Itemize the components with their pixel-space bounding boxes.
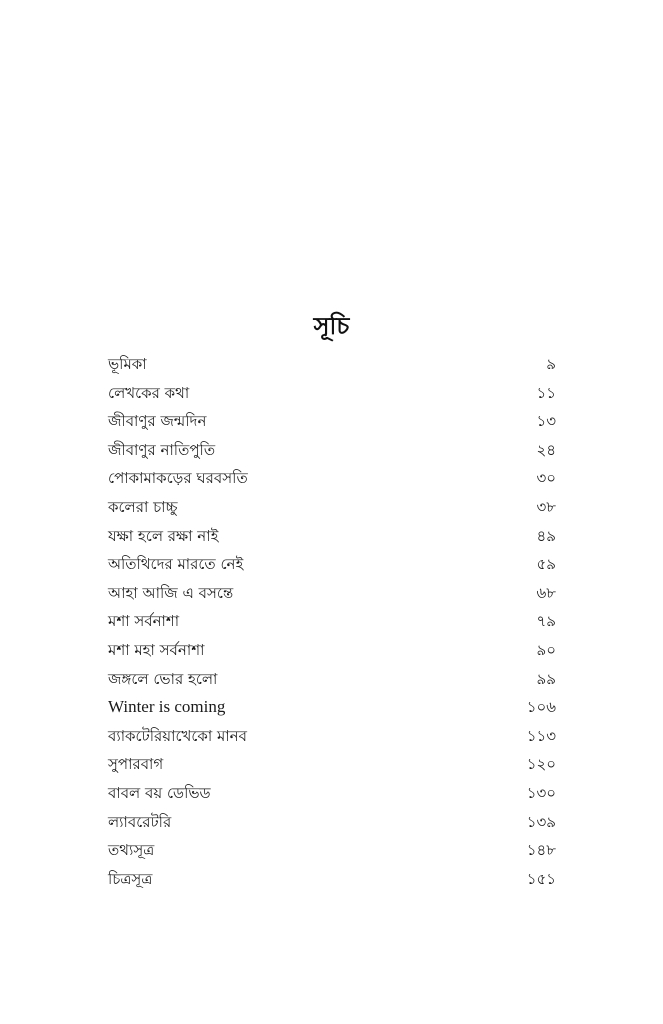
toc-entry[interactable]	[108, 550, 556, 579]
toc-entry-page-number: ১৪৮	[526, 841, 556, 860]
toc-entry-title: ভূমিকা	[108, 355, 147, 373]
toc-entry-title: আহা আজি এ বসন্তে	[108, 583, 234, 602]
toc-entry[interactable]	[108, 779, 556, 808]
toc-entry[interactable]	[108, 808, 556, 837]
toc-entry-page-number: ৫৯	[536, 555, 556, 574]
toc-entry-page-number: ১৩	[536, 412, 556, 431]
page-title: সূচি	[313, 312, 350, 341]
toc-entry-title: পোকামাকড়ের ঘরবসতি	[108, 469, 248, 488]
toc-entry-page-number: ৩৮	[536, 497, 556, 516]
toc-entry[interactable]	[108, 607, 556, 636]
toc-entry[interactable]	[108, 865, 556, 894]
toc-entry-title: Winter is coming	[108, 697, 226, 717]
table-of-contents	[108, 350, 556, 893]
toc-entry-title: মশা মহা সর্বনাশা	[108, 640, 205, 659]
toc-entry-title: ব্যাকটেরিয়াখেকো মানব	[108, 726, 247, 745]
toc-entry[interactable]	[108, 379, 556, 408]
toc-entry-page-number: ৩০	[536, 469, 556, 488]
toc-entry-page-number: ৯৯	[536, 669, 556, 688]
toc-entry-page-number: ১২০	[526, 755, 556, 774]
toc-entry-page-number: ৯	[546, 355, 556, 373]
toc-entry-title: বাবল বয় ডেভিড	[108, 783, 211, 802]
toc-entry-title: জীবাণুর জন্মদিন	[108, 412, 207, 431]
toc-entry-title: যক্ষা হলে রক্ষা নাই	[108, 526, 219, 545]
toc-entry-title: অতিথিদের মারতে নেই	[108, 555, 244, 574]
toc-entry[interactable]	[108, 693, 556, 722]
toc-entry-page-number: ১১৩	[526, 726, 556, 745]
toc-entry-title: মশা সর্বনাশা	[108, 612, 180, 631]
toc-entry-page-number: ৪৯	[536, 526, 556, 545]
toc-entry[interactable]	[108, 493, 556, 522]
toc-entry-title: কলেরা চাচ্চু	[108, 497, 178, 516]
toc-entry[interactable]	[108, 407, 556, 436]
toc-entry-title: ল্যাবরেটরি	[108, 812, 172, 831]
toc-entry-page-number: ৯০	[536, 640, 556, 659]
toc-entry[interactable]	[108, 579, 556, 608]
toc-entry-page-number: ৬৮	[536, 583, 556, 602]
toc-entry-page-number: ৭৯	[536, 612, 556, 631]
toc-entry[interactable]	[108, 665, 556, 694]
toc-entry[interactable]	[108, 436, 556, 465]
toc-entry[interactable]	[108, 350, 556, 379]
toc-entry-page-number: ১৩৯	[526, 812, 556, 831]
toc-entry-page-number: ১৫১	[526, 869, 556, 888]
toc-entry[interactable]	[108, 522, 556, 551]
toc-entry-page-number: ১৩০	[526, 783, 556, 802]
toc-entry[interactable]	[108, 464, 556, 493]
toc-entry[interactable]	[108, 636, 556, 665]
toc-entry-title: জঙ্গলে ভোর হলো	[108, 669, 218, 688]
toc-entry[interactable]	[108, 750, 556, 779]
toc-entry-title: জীবাণুর নাতিপুতি	[108, 440, 216, 459]
toc-entry-title: তথ্যসূত্র	[108, 841, 155, 860]
toc-entry-page-number: ২৪	[536, 440, 556, 459]
toc-entry[interactable]	[108, 722, 556, 751]
toc-entry-page-number: ১০৬	[526, 698, 556, 717]
toc-entry[interactable]	[108, 836, 556, 865]
toc-entry-title: সুপারবাগ	[108, 755, 164, 774]
toc-entry-page-number: ১১	[536, 383, 556, 402]
toc-entry-title: লেখকের কথা	[108, 383, 190, 402]
toc-entry-title: চিত্রসূত্র	[108, 869, 153, 888]
